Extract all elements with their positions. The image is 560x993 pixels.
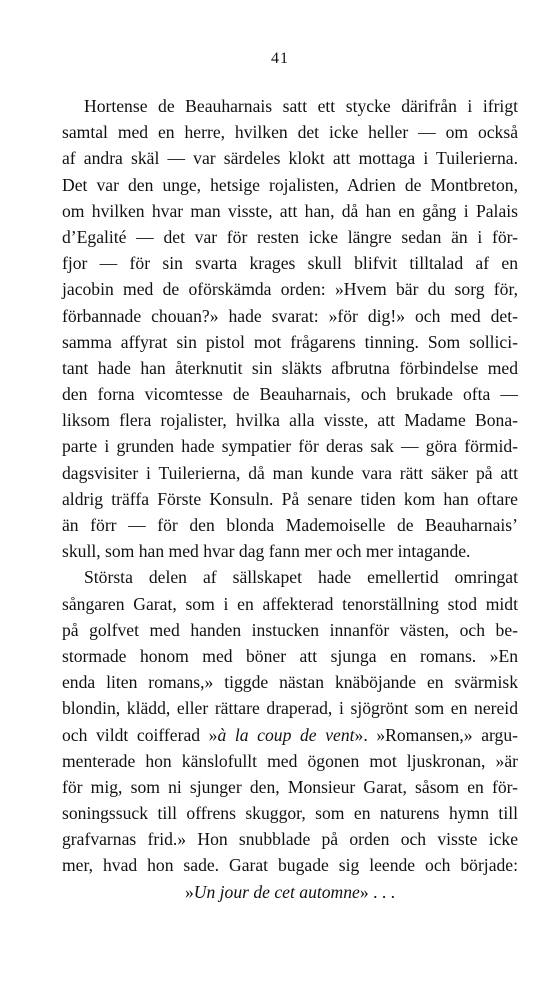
- italic-phrase: à la coup de vent: [217, 724, 355, 745]
- text-line: Det var den unge, hetsige rojalisten, Adrien de Montbreton,: [62, 174, 518, 195]
- text-line: [62, 879, 518, 905]
- text-line: mer, hvad hon sade. Garat bugade sig leende och började:: [62, 855, 518, 876]
- text-line: på golfvet med handen instucken innanför västen, och be-: [62, 619, 518, 640]
- text-segment: »: [184, 881, 194, 902]
- text-segment: ». »Romansen,» argu-: [354, 724, 519, 745]
- text-line: fjor — för sin svarta krages skull blifvit tilltalad af en: [62, 253, 518, 274]
- text-line: stormade honom med böner att sjunga en romans. »En: [62, 645, 518, 666]
- text-line: den forna vicomtesse de Beauharnais, och brukade ofta —: [62, 384, 518, 405]
- text-line: sångaren Garat, som i en affekterad tenorställning stod midt: [62, 593, 518, 614]
- text-segment: och vildt coifferad »: [62, 724, 218, 745]
- text-line: liksom flera rojalister, hvilka alla visste, att Madame Bona-: [62, 410, 518, 431]
- text-line: soningssuck till offrens skuggor, som en naturens hymn till: [62, 803, 518, 824]
- text-line: för mig, som ni sjunger den, Monsieur Garat, såsom en för-: [62, 776, 518, 797]
- text-line: om hvilken hvar man visste, att han, då han en gång i Palais: [62, 200, 518, 221]
- text-line: af andra skäl — var särdeles klokt att mottaga i Tuilerierna.: [62, 148, 518, 169]
- text-line: d’Egalité — det var för resten icke längre sedan än i för-: [62, 226, 518, 247]
- text-line: menterade hon känslofullt med ögonen mot ljuskronan, »är: [62, 750, 518, 771]
- body-text: [62, 93, 518, 905]
- text-line: Största delen af sällskapet hade emellertid omringat: [84, 567, 518, 588]
- text-line: samma affyrat sin pistol mot frågarens tinning. Som sollici-: [62, 331, 518, 352]
- text-line: jacobin med de oförskämda orden: »Hvem bär du sorg för,: [62, 279, 518, 300]
- text-line: än förr — för den blonda Mademoiselle de Beauharnais’: [62, 515, 518, 535]
- text-line: förbannade chouan?» hade svarat: »för dig!» och med det-: [62, 305, 518, 326]
- text-line: Hortense de Beauharnais satt ett stycke därifrån i ifrigt: [84, 96, 518, 116]
- text-line: grafvarnas frid.» Hon snubblade på orden och visste icke: [62, 829, 518, 850]
- text-line: samtal med en herre, hvilken det icke heller — om också: [62, 122, 518, 143]
- text-line: [62, 722, 518, 748]
- text-line: parte i grunden hade sympatier för deras sak — göra förmid-: [62, 436, 518, 457]
- italic-phrase: Un jour de cet automne: [193, 881, 360, 902]
- text-line: tant hade han återknutit sin släkts afbrutna förbindelse med: [62, 357, 518, 378]
- text-line: blondin, klädd, eller rättare draperad, i sjögrönt som en nereid: [62, 698, 518, 719]
- text-line: aldrig träffa Förste Konsuln. På senare tiden kom han oftare: [62, 488, 518, 509]
- page-number: 41: [271, 50, 289, 67]
- text-line: skull, som han med hvar dag fann mer och mer intagande.: [62, 541, 471, 562]
- text-line: dagsvisiter i Tuilerierna, då man kunde vara rätt säker på att: [62, 462, 518, 483]
- text-line: enda liten romans,» tiggde nästan knäböjande en svärmisk: [62, 672, 518, 693]
- text-segment: » . . .: [359, 881, 396, 902]
